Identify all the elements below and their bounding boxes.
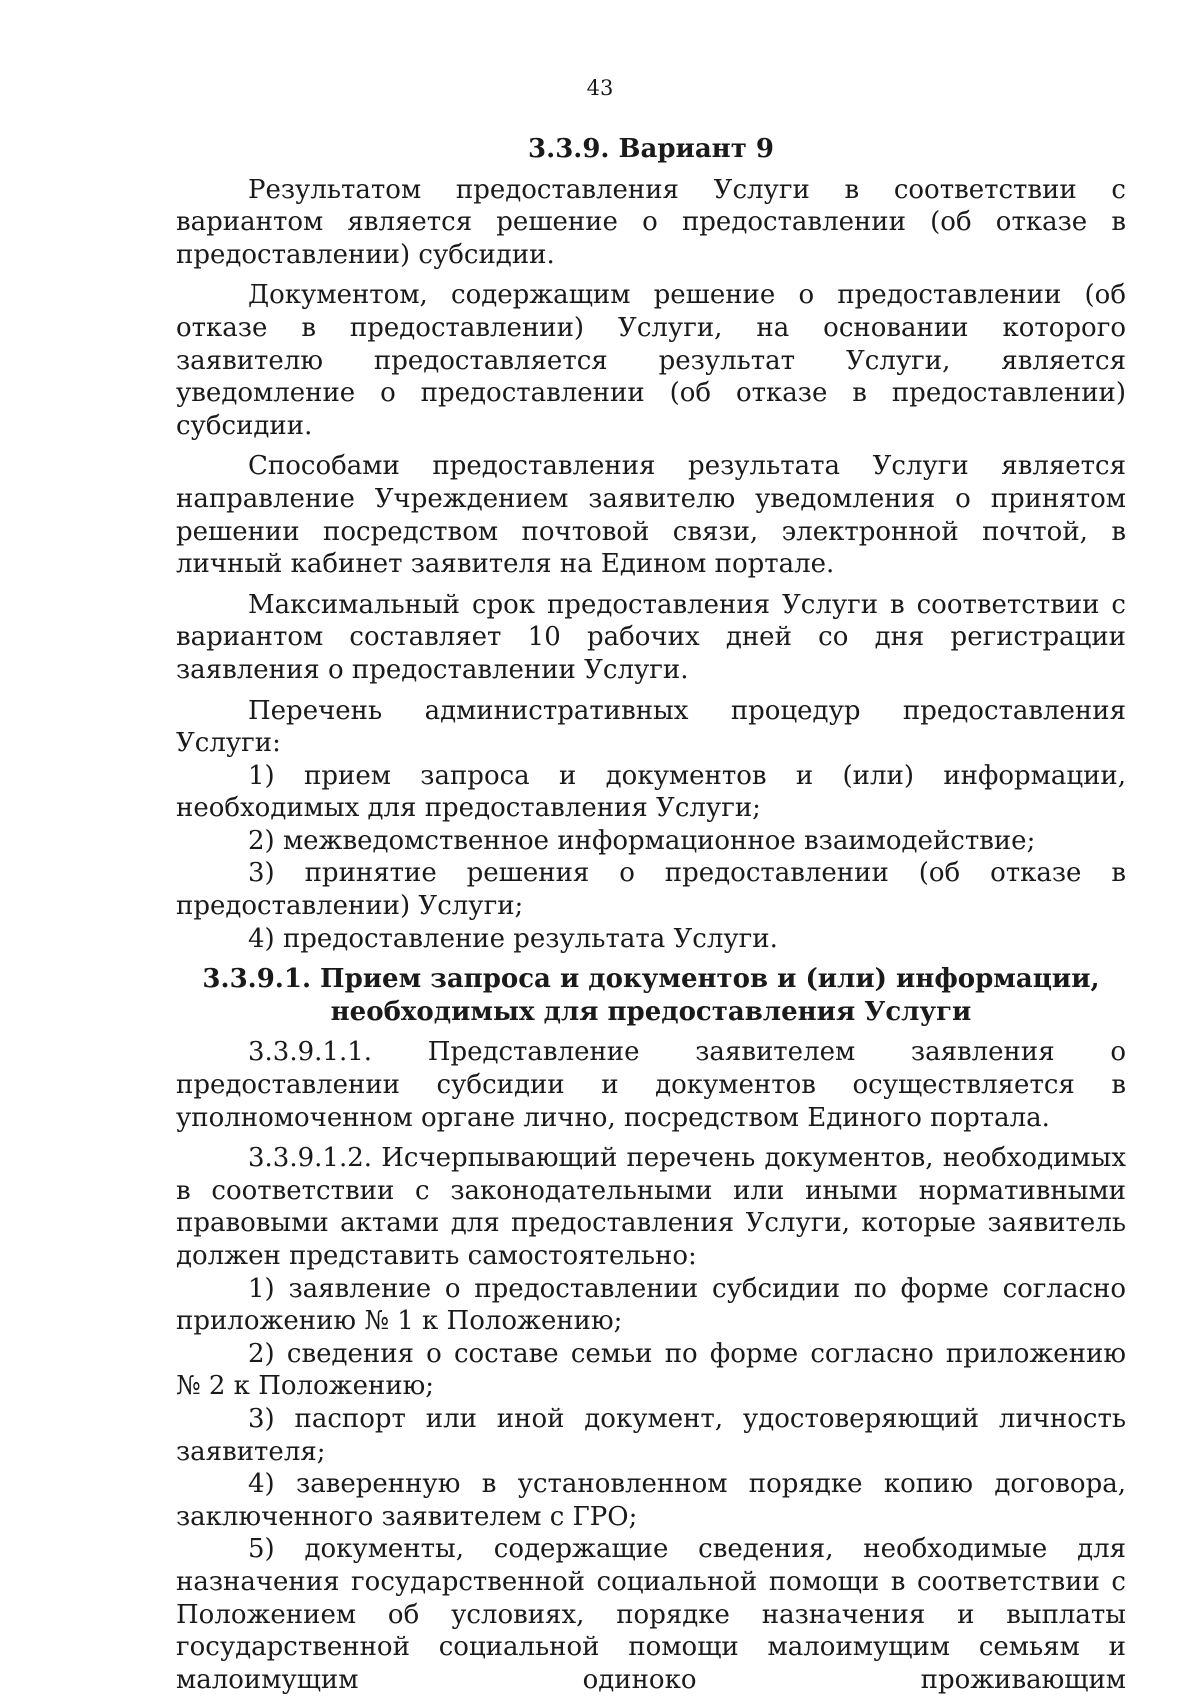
document-list-item: 4) заверенную в установленном порядке копию договора, заключенного заявителем с ГРО; [176,1469,1126,1532]
paragraph-max-term: Максимальный срок предоставления Услуги в соответствии с вариантом составляет 10 рабочих дней со дня регистрации заявления о предоставлении Услуги. [176,589,1126,685]
document-body [176,133,1126,1696]
paragraph-procedures-intro: Перечень административных процедур предоставления Услуги: [176,695,1126,759]
document-list-item: 1) заявление о предоставлении субсидии по форме согласно приложению № 1 к Положению; [176,1273,1126,1337]
procedure-item: 1) прием запроса и документов и (или) информации, необходимых для предоставления Услуги; [176,760,1126,824]
paragraph-delivery-methods: Способами предоставления результата Услуги является направление Учреждением заявителю уведомления о принятом решении посредством почтовой связи, электронной почтой, в личный кабинет заявителя на Едином портале. [176,451,1126,580]
clause-3-3-9-1-2: 3.3.9.1.2. Исчерпывающий перечень документов, необходимых в соответствии с законодательными или иными нормативными правовыми актами для предоставления Услуги, которые заявитель должен представить самостоятельно: [176,1143,1126,1271]
paragraph-document-decision: Документом, содержащим решение о предоставлении (об отказе в предоставлении) Услуги, на основании которого заявителю предоставляется результат Услуги, является уведомление о предоставлении (об отказе в предоставлении) субсидии. [176,280,1126,441]
document-list-item: 5) документы, содержащие сведения, необходимые для назначения государственной социальной помощи в соответствии с Положением об условиях, порядке назначения и выплаты государственной социальной помощи малоимущим семьям и малоимущим одиноко проживающим [176,1534,1126,1695]
clause-3-3-9-1-1: 3.3.9.1.1. Представление заявителем заявления о предоставлении субсидии и документов осуществляется в уполномоченном органе лично, посредством Единого портала. [176,1037,1126,1133]
procedure-item: 4) предоставление результата Услуги. [248,923,778,954]
paragraph-result: Результатом предоставления Услуги в соответствии с вариантом является решение о предоставлении (об отказе в предоставлении) субсидии. [176,174,1126,270]
document-list-item: 2) сведения о составе семьи по форме согласно приложению № 2 к Положению; [176,1338,1126,1402]
procedure-item: 2) межведомственное информационное взаимодействие; [248,825,1036,856]
document-list-item: 3) паспорт или иной документ, удостоверяющий личность заявителя; [176,1403,1126,1467]
page-number: 43 [586,76,614,100]
subsection-heading-request: 3.3.9.1. Прием запроса и документов и (или) информации, необходимых для предоставления Услуги [202,964,1100,1027]
section-heading-variant-9: 3.3.9. Вариант 9 [528,134,774,164]
procedure-item: 3) принятие решения о предоставлении (об отказе в предоставлении) Услуги; [176,858,1126,922]
